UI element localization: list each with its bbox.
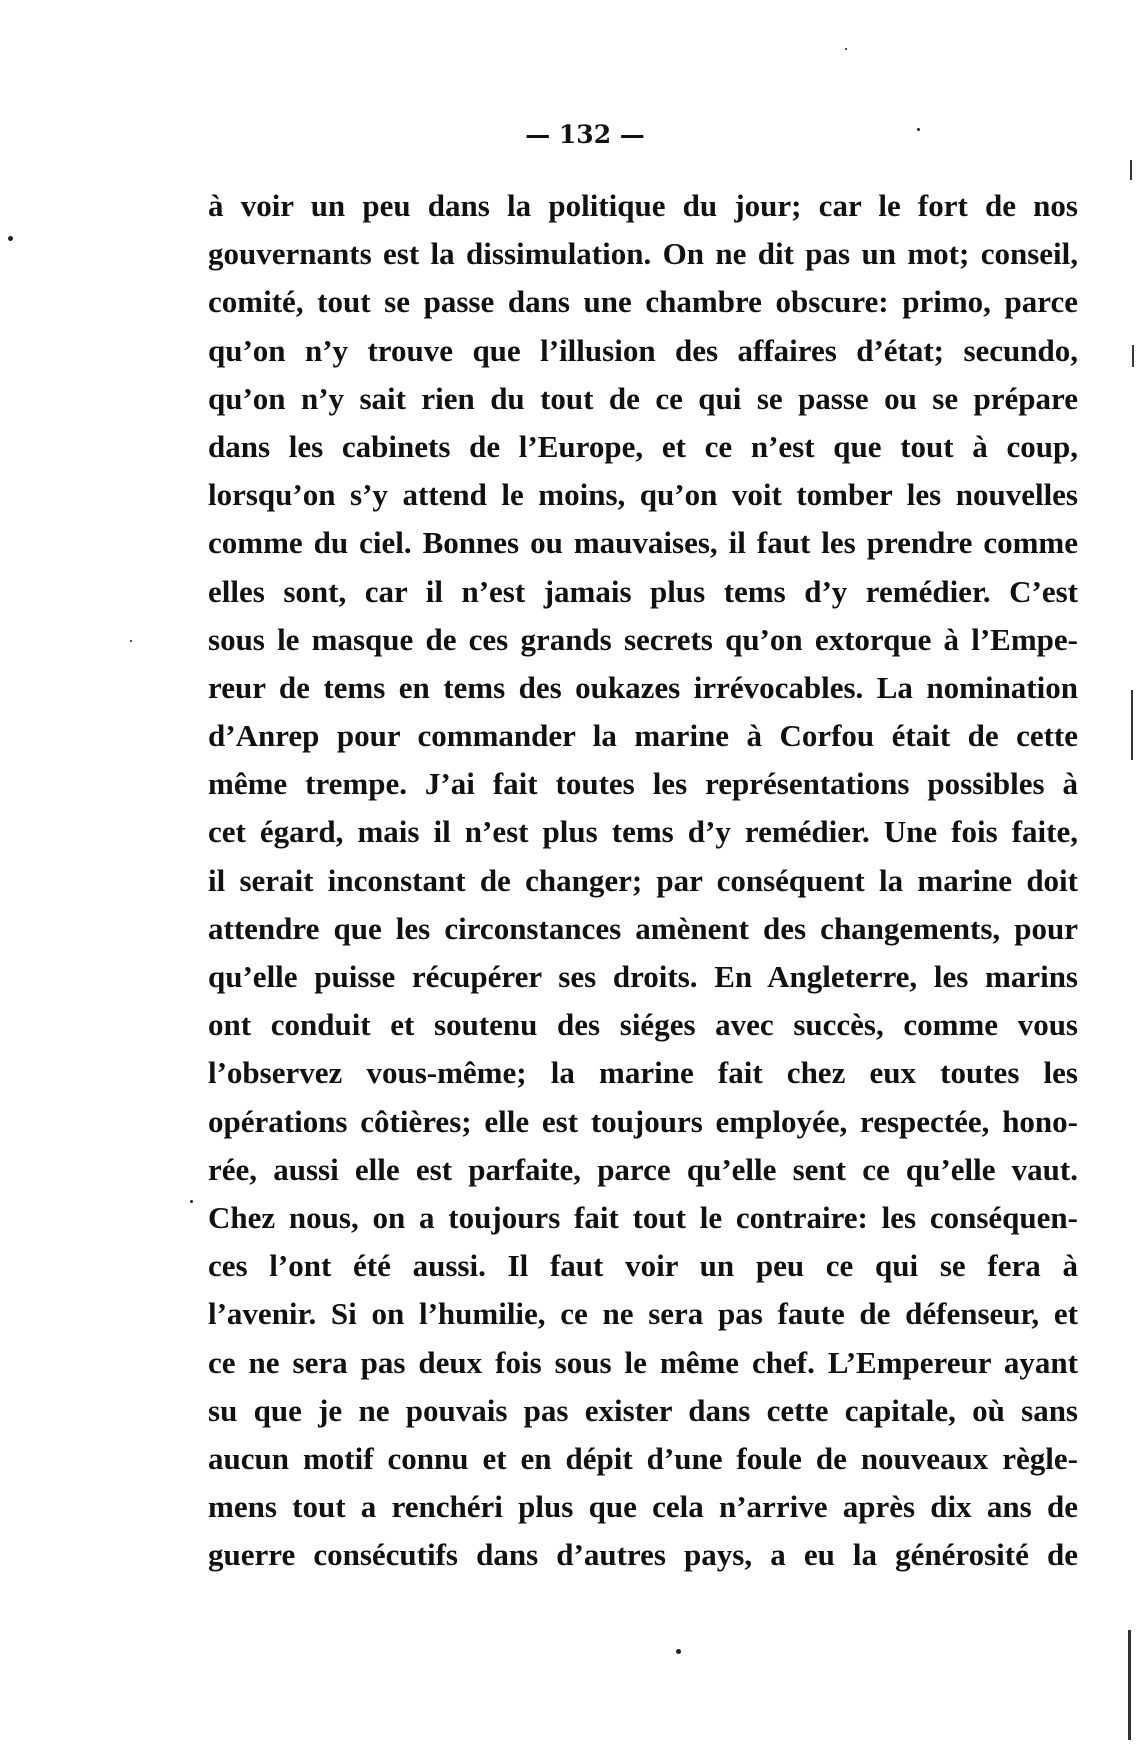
- text-line: il serait inconstant de changer; par conséquent la marine doit: [208, 862, 1078, 898]
- text-line: d’Anrep pour commander la marine à Corfou était de cette: [208, 718, 1078, 754]
- text-line: à voir un peu dans la politique du jour; car le fort de nos: [208, 188, 1078, 223]
- text-line: gouvernants est la dissimulation. On ne dit pas un mot; conseil,: [208, 236, 1078, 272]
- text-line: elles sont, car il n’est jamais plus tems d’y remédier. C’est: [208, 573, 1078, 609]
- text-line: opérations côtières; elle est toujours employée, respectée, hono-: [208, 1103, 1078, 1139]
- scan-speck: [8, 236, 13, 241]
- text-line: cet égard, mais il n’est plus tems d’y remédier. Une fois faite,: [208, 814, 1078, 850]
- text-line: sous le masque de ces grands secrets qu’on extorque à l’Empe-: [208, 621, 1078, 657]
- text-line: l’observez vous-même; la marine fait chez eux toutes les: [208, 1055, 1078, 1091]
- text-line: Chez nous, on a toujours fait tout le contraire: les conséquen-: [208, 1199, 1078, 1235]
- text-line: rée, aussi elle est parfaite, parce qu’elle sent ce qu’elle vaut.: [208, 1151, 1078, 1187]
- text-line: reur de tems en tems des oukazes irrévocables. La nomination: [208, 669, 1078, 705]
- text-line: lorsqu’on s’y attend le moins, qu’on voit tomber les nouvelles: [208, 477, 1078, 513]
- scan-edge-mark: [1132, 345, 1134, 367]
- text-line: l’avenir. Si on l’humilie, ce ne sera pas faute de défenseur, et: [208, 1296, 1078, 1332]
- scan-edge-mark: [1131, 690, 1133, 760]
- text-line: aucun motif connu et en dépit d’une foule de nouveaux règle-: [208, 1440, 1078, 1476]
- text-line: comme du ciel. Bonnes ou mauvaises, il faut les prendre comme: [208, 525, 1078, 561]
- text-line: ce ne sera pas deux fois sous le même chef. L’Empereur ayant: [208, 1344, 1078, 1380]
- text-line: guerre consécutifs dans d’autres pays, a eu la générosité de: [208, 1537, 1078, 1573]
- scan-speck: [190, 1200, 193, 1203]
- scan-speck: [676, 1649, 681, 1654]
- text-line: même trempe. J’ai fait toutes les représentations possibles à: [208, 766, 1078, 802]
- text-line: ces l’ont été aussi. Il faut voir un peu ce qui se fera à: [208, 1248, 1078, 1284]
- scan-speck: [845, 48, 847, 50]
- text-line: qu’on n’y trouve que l’illusion des affaires d’état; secundo,: [208, 332, 1078, 368]
- scan-edge-mark: [1128, 1630, 1131, 1740]
- scan-edge-mark: [1130, 160, 1132, 180]
- text-line: mens tout a renchéri plus que cela n’arrive après dix ans de: [208, 1489, 1078, 1525]
- scan-speck: [917, 128, 920, 131]
- text-line: qu’elle puisse récupérer ses droits. En Angleterre, les marins: [208, 959, 1078, 994]
- page-number: — 132 —: [525, 120, 645, 149]
- text-line: comité, tout se passe dans une chambre obscure: primo, parce: [208, 284, 1078, 320]
- text-line: su que je ne pouvais pas exister dans cette capitale, où sans: [208, 1392, 1078, 1428]
- text-line: dans les cabinets de l’Europe, et ce n’est que tout à coup,: [208, 428, 1078, 464]
- scan-speck: [130, 640, 132, 642]
- text-line: ont conduit et soutenu des siéges avec succès, comme vous: [208, 1007, 1078, 1043]
- text-line: qu’on n’y sait rien du tout de ce qui se passe ou se prépare: [208, 380, 1078, 416]
- text-line: attendre que les circonstances amènent des changements, pour: [208, 910, 1078, 946]
- body-text: [208, 182, 1078, 1579]
